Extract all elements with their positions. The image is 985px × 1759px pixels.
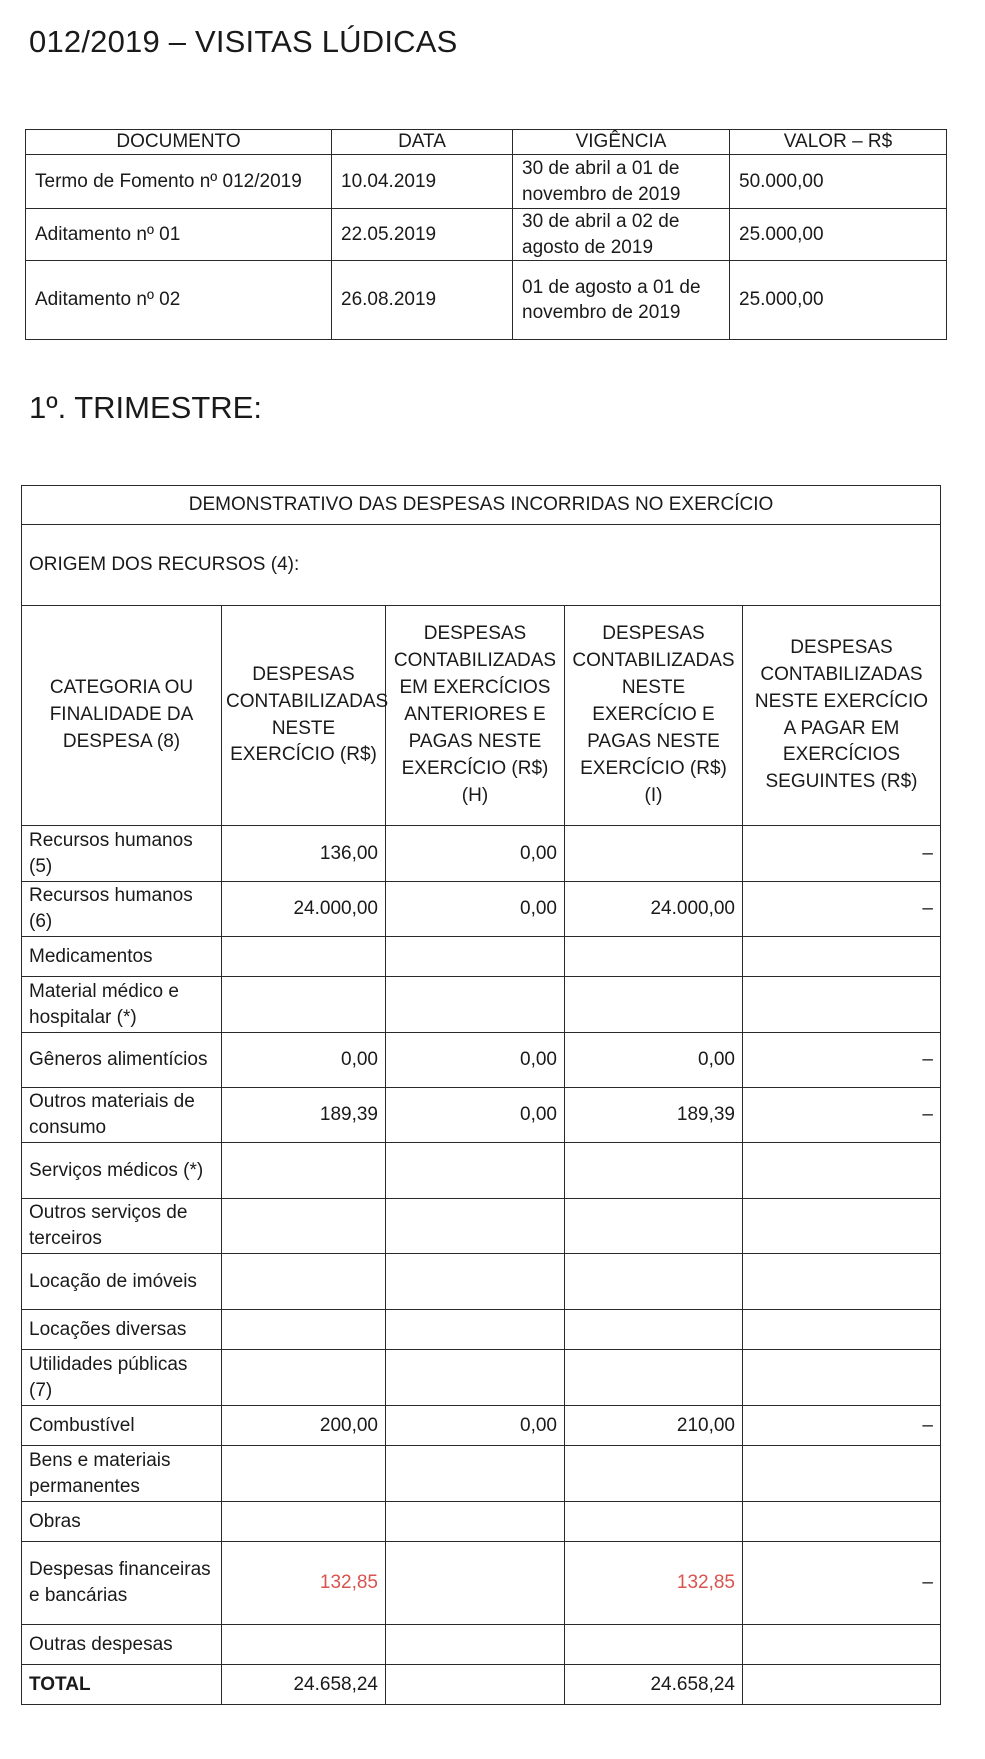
documento-cell: Termo de Fomento nº 012/2019 [26,155,332,209]
contabilizadas-cell: 24.000,00 [222,882,386,937]
table-row [22,1088,941,1143]
contabilizadas-cell [222,1143,386,1199]
contabilizadas-cell [222,1502,386,1542]
pagas-cell [565,1446,743,1502]
table-row [22,826,941,882]
documento-cell: Aditamento nº 02 [26,261,332,340]
category-cell: Locações diversas [22,1310,222,1350]
a-pagar-cell: – [743,826,941,882]
anteriores-cell: 0,00 [386,1406,565,1446]
contabilizadas-cell [222,937,386,977]
anteriores-cell [386,1199,565,1254]
a-pagar-cell [743,1502,941,1542]
origem-recursos: ORIGEM DOS RECURSOS (4): [22,525,941,606]
total-label: TOTAL [22,1665,222,1705]
expenses-table [21,485,941,1705]
anteriores-cell [386,937,565,977]
data-cell: 10.04.2019 [332,155,513,209]
pagas-cell [565,1350,743,1406]
contabilizadas-cell: 0,00 [222,1033,386,1088]
a-pagar-cell: – [743,1542,941,1625]
a-pagar-cell [743,1143,941,1199]
total-contabilizadas: 24.658,24 [222,1665,386,1705]
anteriores-cell: 0,00 [386,826,565,882]
table-row [22,1542,941,1625]
table-row [26,155,947,209]
contabilizadas-cell [222,1310,386,1350]
pagas-cell: 132,85 [565,1542,743,1625]
pagas-cell [565,826,743,882]
contabilizadas-cell: 200,00 [222,1406,386,1446]
col-header-contabilizadas: DESPESAS CONTABILIZADAS NESTE EXERCÍCIO (R$) [222,606,386,826]
table-row [22,1143,941,1199]
table-row [22,1310,941,1350]
anteriores-cell [386,1502,565,1542]
col-header-a-pagar: DESPESAS CONTABILIZADAS NESTE EXERCÍCIO A PAGAR EM EXERCÍCIOS SEGUINTES (R$) [743,606,941,826]
contabilizadas-cell [222,1446,386,1502]
pagas-cell [565,1625,743,1665]
category-cell: Outros serviços de terceiros [22,1199,222,1254]
anteriores-cell [386,1542,565,1625]
page-title: 012/2019 – VISITAS LÚDICAS [29,24,458,59]
a-pagar-cell [743,1625,941,1665]
table-row [22,1199,941,1254]
table-row [22,882,941,937]
data-cell: 22.05.2019 [332,209,513,261]
pagas-cell [565,937,743,977]
table-row [22,977,941,1033]
pagas-cell [565,1199,743,1254]
total-anteriores [386,1665,565,1705]
table-row [22,1502,941,1542]
table-row [22,1033,941,1088]
anteriores-cell [386,977,565,1033]
a-pagar-cell [743,1350,941,1406]
category-cell: Recursos humanos (6) [22,882,222,937]
col-header-pagas: DESPESAS CONTABILIZADAS NESTE EXERCÍCIO E PAGAS NESTE EXERCÍCIO (R$) (I) [565,606,743,826]
a-pagar-cell [743,1310,941,1350]
anteriores-cell [386,1350,565,1406]
table-row [22,1254,941,1310]
pagas-cell [565,977,743,1033]
total-pagas: 24.658,24 [565,1665,743,1705]
pagas-cell [565,1143,743,1199]
col-header-documento: DOCUMENTO [26,130,332,155]
pagas-cell [565,1254,743,1310]
valor-cell: 25.000,00 [730,261,947,340]
total-row [22,1665,941,1705]
table-row [22,937,941,977]
col-header-data: DATA [332,130,513,155]
anteriores-cell [386,1446,565,1502]
category-cell: Obras [22,1502,222,1542]
a-pagar-cell: – [743,1088,941,1143]
pagas-cell: 189,39 [565,1088,743,1143]
contabilizadas-cell [222,1254,386,1310]
category-cell: Material médico e hospitalar (*) [22,977,222,1033]
anteriores-cell: 0,00 [386,1033,565,1088]
table-row [26,209,947,261]
pagas-cell [565,1310,743,1350]
anteriores-cell [386,1143,565,1199]
col-header-anteriores: DESPESAS CONTABILIZADAS EM EXERCÍCIOS ANTERIORES E PAGAS NESTE EXERCÍCIO (R$) (H) [386,606,565,826]
contabilizadas-cell [222,977,386,1033]
pagas-cell: 210,00 [565,1406,743,1446]
category-cell: Combustível [22,1406,222,1446]
a-pagar-cell: – [743,1033,941,1088]
expenses-table-title: DEMONSTRATIVO DAS DESPESAS INCORRIDAS NO EXERCÍCIO [22,486,941,525]
category-cell: Despesas financeiras e bancárias [22,1542,222,1625]
table-row [22,1625,941,1665]
col-header-valor: VALOR – R$ [730,130,947,155]
table-row [22,1350,941,1406]
a-pagar-cell [743,1446,941,1502]
table-row [26,261,947,340]
category-cell: Serviços médicos (*) [22,1143,222,1199]
valor-cell: 25.000,00 [730,209,947,261]
col-header-categoria: CATEGORIA OU FINALIDADE DA DESPESA (8) [22,606,222,826]
vigencia-cell: 30 de abril a 01 de novembro de 2019 [513,155,730,209]
contabilizadas-cell: 189,39 [222,1088,386,1143]
anteriores-cell: 0,00 [386,882,565,937]
a-pagar-cell: – [743,1406,941,1446]
total-a-pagar [743,1665,941,1705]
documents-table [25,129,947,340]
category-cell: Outros materiais de consumo [22,1088,222,1143]
contabilizadas-cell: 136,00 [222,826,386,882]
anteriores-cell [386,1625,565,1665]
documento-cell: Aditamento nº 01 [26,209,332,261]
valor-cell: 50.000,00 [730,155,947,209]
contabilizadas-cell [222,1625,386,1665]
category-cell: Gêneros alimentícios [22,1033,222,1088]
category-cell: Recursos humanos (5) [22,826,222,882]
vigencia-cell: 01 de agosto a 01 de novembro de 2019 [513,261,730,340]
category-cell: Locação de imóveis [22,1254,222,1310]
a-pagar-cell [743,937,941,977]
anteriores-cell: 0,00 [386,1088,565,1143]
anteriores-cell [386,1254,565,1310]
table-row [22,1446,941,1502]
table-row [22,1406,941,1446]
contabilizadas-cell [222,1350,386,1406]
pagas-cell [565,1502,743,1542]
a-pagar-cell [743,977,941,1033]
category-cell: Medicamentos [22,937,222,977]
col-header-vigencia: VIGÊNCIA [513,130,730,155]
contabilizadas-cell [222,1199,386,1254]
category-cell: Utilidades públicas (7) [22,1350,222,1406]
a-pagar-cell: – [743,882,941,937]
a-pagar-cell [743,1254,941,1310]
a-pagar-cell [743,1199,941,1254]
category-cell: Outras despesas [22,1625,222,1665]
pagas-cell: 24.000,00 [565,882,743,937]
pagas-cell: 0,00 [565,1033,743,1088]
anteriores-cell [386,1310,565,1350]
contabilizadas-cell: 132,85 [222,1542,386,1625]
category-cell: Bens e materiais permanentes [22,1446,222,1502]
section-title: 1º. TRIMESTRE: [29,390,262,425]
data-cell: 26.08.2019 [332,261,513,340]
vigencia-cell: 30 de abril a 02 de agosto de 2019 [513,209,730,261]
